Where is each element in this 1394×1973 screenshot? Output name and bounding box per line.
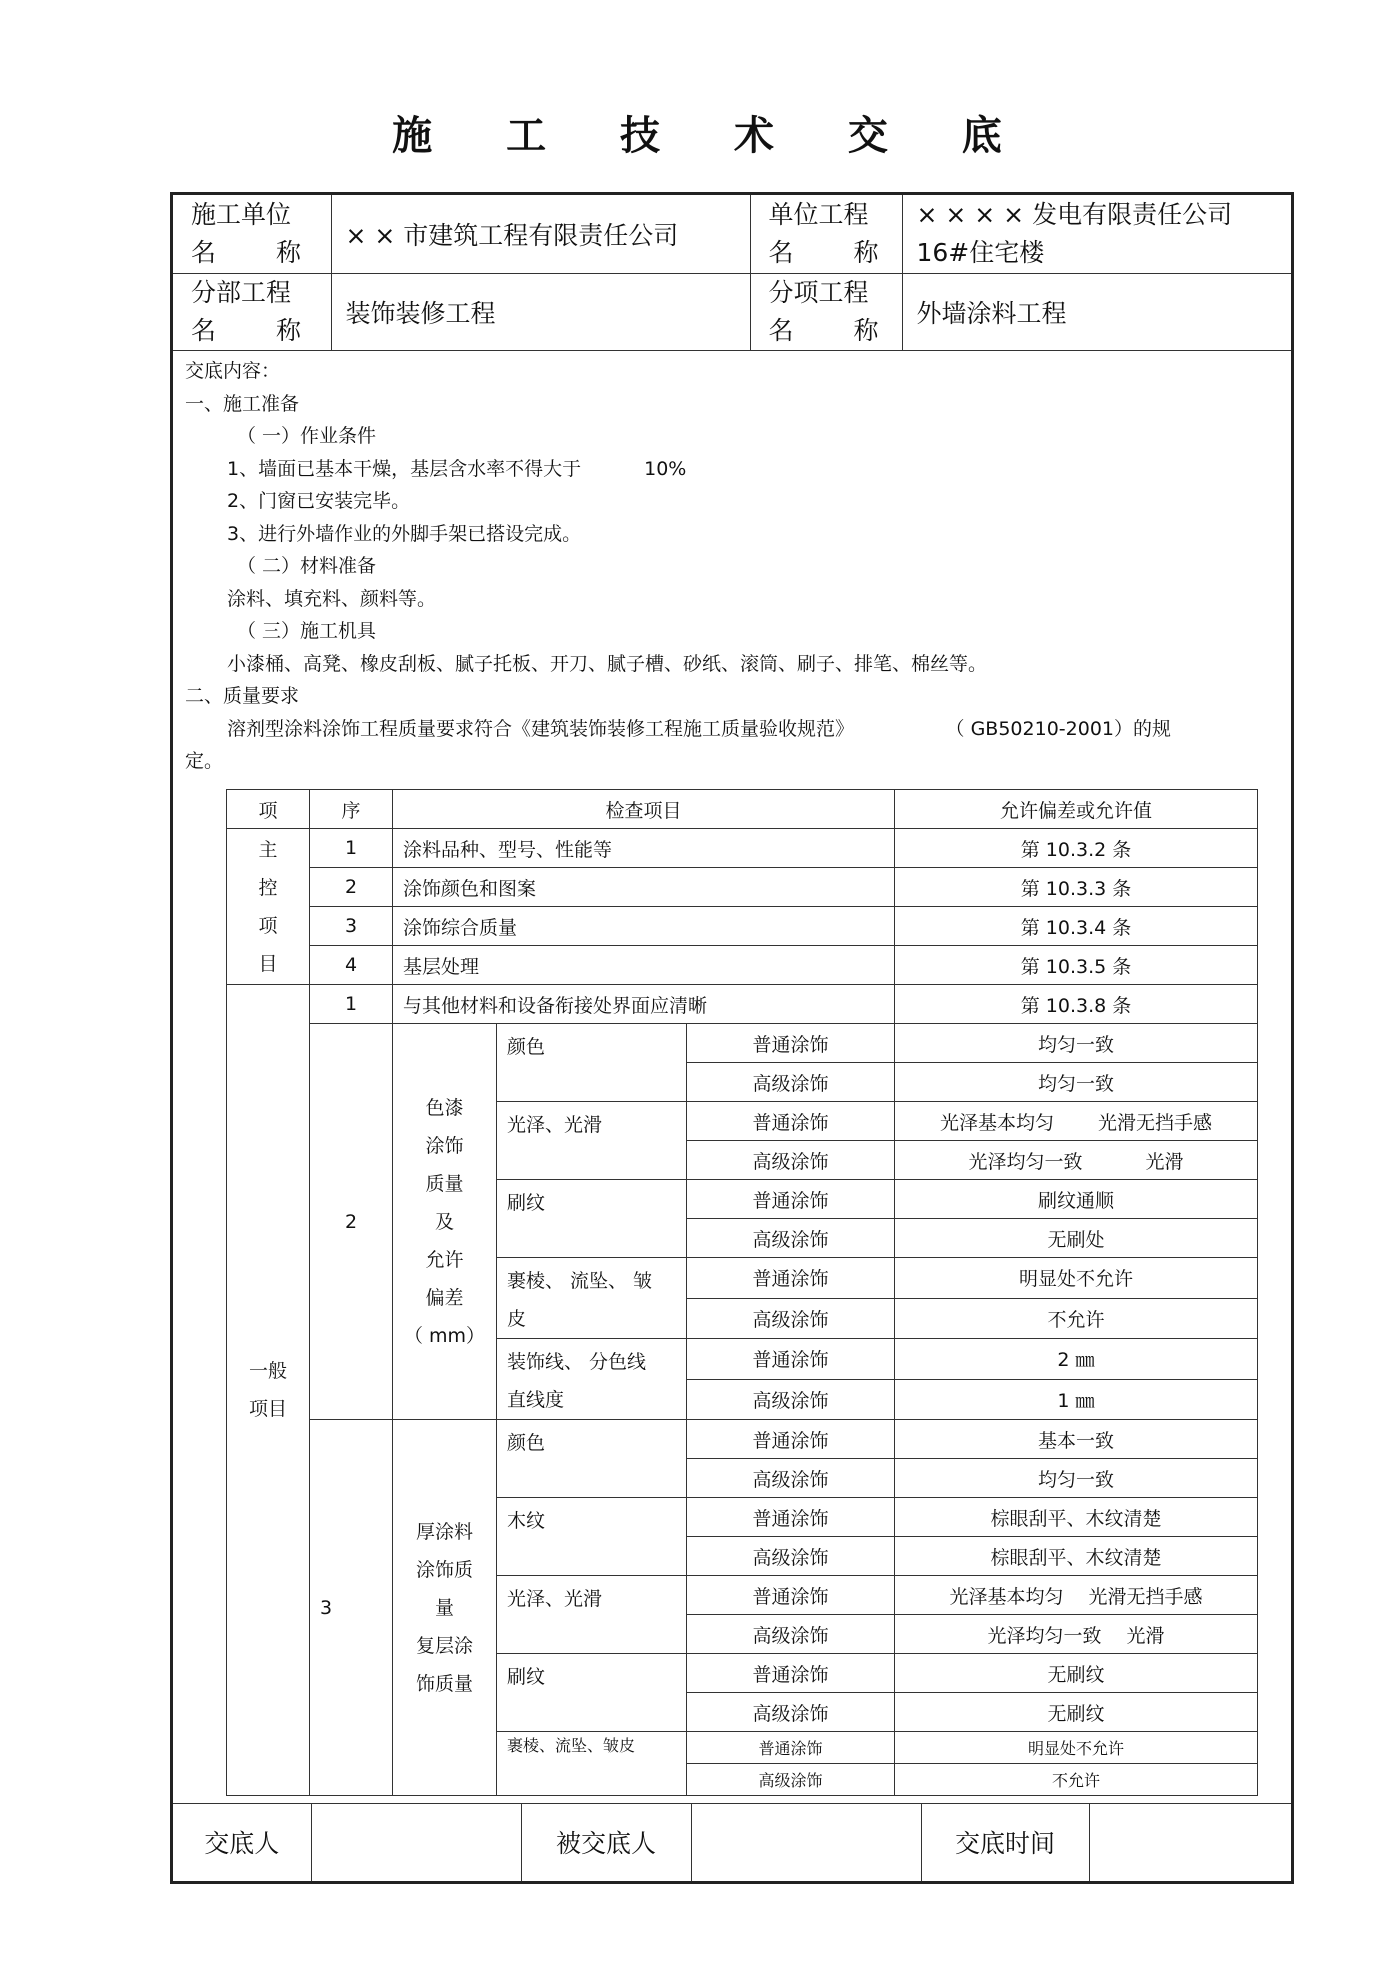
main-control-group — [227, 829, 310, 985]
col-header-seq: 序 — [310, 790, 393, 829]
condition-2: 2、门窗已安装完毕。 — [227, 490, 411, 512]
project-label — [750, 195, 902, 274]
row-allow: 明显处不允许 — [895, 1258, 1258, 1299]
table-row — [227, 829, 1258, 868]
division-label-line1: 分部工程 — [191, 278, 292, 307]
row-grade: 高级涂饰 — [687, 1615, 895, 1654]
row-allow: 均匀一致 — [895, 1024, 1258, 1063]
row-allow: 光泽基本均匀 光滑无挡手感 — [895, 1576, 1258, 1615]
col-header-allow: 允许偏差或允许值 — [895, 790, 1258, 829]
row-allow: 光泽均匀一致 光滑 — [895, 1141, 1258, 1180]
row-allow: 棕眼刮平、木纹清楚 — [895, 1537, 1258, 1576]
row-grade: 普通涂饰 — [687, 1732, 895, 1764]
col-header-item: 项 — [227, 790, 310, 829]
project-value-line1: × × × × 发电有限责任公司 — [916, 200, 1233, 229]
row-check: 基层处理 — [393, 946, 895, 985]
division-label — [173, 274, 331, 351]
unit-label-cheng: 称 — [275, 238, 301, 267]
project-value — [902, 195, 1291, 274]
main-group-char: 目 — [258, 952, 278, 975]
row-allow: 无刷纹 — [895, 1693, 1258, 1732]
row-allow: 第 10.3.5 条 — [895, 946, 1258, 985]
sub-item-gloss: 光泽、光滑 — [497, 1576, 687, 1654]
row-grade: 高级涂饰 — [687, 1298, 895, 1339]
handover-form — [170, 192, 1294, 1884]
category-line: 质量 — [425, 1172, 464, 1195]
row-grade: 高级涂饰 — [687, 1459, 895, 1498]
condition-1: 1、墙面已基本干燥，基层含水率不得大于 10% — [227, 457, 687, 480]
row-allow: 光泽均匀一致 光滑 — [895, 1615, 1258, 1654]
sub-item-line: 裹棱、 流坠、 皱 — [507, 1270, 653, 1292]
row-allow: 第 10.3.8 条 — [895, 985, 1258, 1024]
row-allow: 不允许 — [895, 1298, 1258, 1339]
paint-quality-category — [393, 1024, 497, 1420]
subsection-tools: （ 三）施工机具 — [237, 620, 377, 642]
handover-giver-field[interactable] — [311, 1803, 521, 1881]
table-row — [227, 868, 1258, 907]
sub-item-color: 颜色 — [497, 1024, 687, 1102]
row-allow: 基本一致 — [895, 1420, 1258, 1459]
table-row — [227, 907, 1258, 946]
row-allow: 无刷纹 — [895, 1654, 1258, 1693]
row-grade: 高级涂饰 — [687, 1063, 895, 1102]
main-group-char: 主 — [258, 838, 278, 861]
sub-item-sag: 裹棱、流坠、皱皮 — [497, 1732, 687, 1796]
general-group-line: 项目 — [248, 1398, 287, 1420]
division-label-cheng: 称 — [275, 316, 301, 345]
row-seq: 4 — [310, 946, 393, 985]
sub-item-color: 颜色 — [497, 1420, 687, 1498]
unit-value: × × 市建筑工程有限责任公司 — [331, 195, 750, 274]
row-grade: 普通涂饰 — [687, 1654, 895, 1693]
row-allow: 明显处不允许 — [895, 1732, 1258, 1764]
row-grade: 普通涂饰 — [687, 1498, 895, 1537]
sub-item-brush: 刷纹 — [497, 1654, 687, 1732]
row-allow: 第 10.3.2 条 — [895, 829, 1258, 868]
table-row — [227, 1024, 1258, 1063]
row-check: 与其他材料和设备衔接处界面应清晰 — [393, 985, 895, 1024]
handover-giver-label: 交底人 — [173, 1803, 311, 1881]
division-label-ming: 名 — [191, 316, 217, 345]
row-allow: 棕眼刮平、木纹清楚 — [895, 1498, 1258, 1537]
subitem-value: 外墙涂料工程 — [902, 274, 1291, 351]
main-group-char: 控 — [258, 876, 278, 899]
row-allow: 第 10.3.4 条 — [895, 907, 1258, 946]
row-grade: 普通涂饰 — [687, 1102, 895, 1141]
row-grade: 高级涂饰 — [687, 1379, 895, 1420]
project-label-line1: 单位工程 — [768, 200, 869, 229]
row-grade: 普通涂饰 — [687, 1339, 895, 1380]
category-line: 涂饰质 — [415, 1558, 473, 1581]
subitem-label-cheng: 称 — [853, 316, 879, 345]
row-seq: 2 — [310, 868, 393, 907]
sub-item-gloss: 光泽、光滑 — [497, 1102, 687, 1180]
unit-label-line1: 施工单位 — [191, 200, 292, 229]
handover-receiver-label: 被交底人 — [521, 1803, 691, 1881]
row-seq: 1 — [310, 985, 393, 1024]
content-intro: 交底内容： — [185, 360, 281, 382]
subitem-label — [750, 274, 902, 351]
subsection-work-conditions: （ 一）作业条件 — [237, 425, 377, 447]
thick-coating-category — [393, 1420, 497, 1796]
row-check: 涂料品种、型号、性能等 — [393, 829, 895, 868]
quality-text-line1: 溶剂型涂料涂饰工程质量要求符合《建筑装饰装修工程施工质量验收规范》 （ GB50210-2001）的规 — [227, 717, 1171, 740]
row-grade: 普通涂饰 — [687, 1180, 895, 1219]
subsection-materials: （ 二）材料准备 — [237, 555, 377, 577]
quality-table — [226, 789, 1258, 1796]
signature-row — [173, 1803, 1291, 1882]
row-grade: 普通涂饰 — [687, 1024, 895, 1063]
handover-content — [185, 355, 1279, 778]
project-value-line2: 16#住宅楼 — [916, 238, 1045, 267]
tools-text: 小漆桶、高凳、橡皮刮板、腻子托板、开刀、腻子槽、砂纸、滚筒、刷子、排笔、棉丝等。 — [227, 652, 988, 675]
row-grade: 高级涂饰 — [687, 1764, 895, 1796]
row-grade: 普通涂饰 — [687, 1576, 895, 1615]
condition-3: 3、进行外墙作业的外脚手架已搭设完成。 — [227, 522, 582, 545]
category-line: 复层涂 — [415, 1634, 473, 1657]
category-line: （ mm） — [403, 1324, 486, 1347]
category-line: 饰质量 — [415, 1672, 473, 1695]
category-line: 色漆 — [425, 1096, 464, 1119]
row-seq: 2 — [310, 1024, 393, 1420]
row-grade: 普通涂饰 — [687, 1420, 895, 1459]
category-line: 厚涂料 — [415, 1520, 473, 1543]
sub-item-brush: 刷纹 — [497, 1180, 687, 1258]
section-1-heading: 一、施工准备 — [185, 392, 300, 415]
division-value: 装饰装修工程 — [331, 274, 750, 351]
unit-label — [173, 195, 331, 274]
materials-text: 涂料、填充料、颜料等。 — [227, 587, 437, 610]
row-allow: 光泽基本均匀 光滑无挡手感 — [895, 1102, 1258, 1141]
row-allow: 无刷处 — [895, 1219, 1258, 1258]
general-group-line: 一般 — [248, 1360, 287, 1382]
sub-item-wood: 木纹 — [497, 1498, 687, 1576]
project-label-cheng: 称 — [853, 238, 879, 267]
table-header-row — [227, 790, 1258, 829]
category-line: 涂饰 — [425, 1134, 464, 1157]
category-line: 及 — [434, 1210, 454, 1233]
row-allow: 1 ㎜ — [895, 1379, 1258, 1420]
handover-time-field[interactable] — [1089, 1803, 1291, 1881]
quality-text-line2: 定。 — [185, 750, 224, 772]
row-grade: 高级涂饰 — [687, 1693, 895, 1732]
category-line: 量 — [434, 1596, 454, 1619]
row-allow: 均匀一致 — [895, 1063, 1258, 1102]
category-line: 允许 — [425, 1248, 464, 1271]
row-grade: 高级涂饰 — [687, 1219, 895, 1258]
row-grade: 高级涂饰 — [687, 1141, 895, 1180]
row-check: 涂饰颜色和图案 — [393, 868, 895, 907]
subitem-label-line1: 分项工程 — [768, 278, 869, 307]
table-row — [227, 985, 1258, 1024]
handover-receiver-field[interactable] — [691, 1803, 921, 1881]
unit-label-ming: 名 — [191, 238, 217, 267]
col-header-check: 检查项目 — [393, 790, 895, 829]
header-table — [173, 195, 1291, 351]
category-line: 偏差 — [425, 1286, 464, 1309]
sub-item-line: 皮 — [507, 1308, 527, 1330]
row-allow: 第 10.3.3 条 — [895, 868, 1258, 907]
row-grade: 普通涂饰 — [687, 1258, 895, 1299]
sub-item-line: 装饰线、 分色线 — [507, 1351, 647, 1373]
row-allow: 均匀一致 — [895, 1459, 1258, 1498]
row-grade: 高级涂饰 — [687, 1537, 895, 1576]
row-check: 涂饰综合质量 — [393, 907, 895, 946]
table-row — [227, 946, 1258, 985]
row-allow: 2 ㎜ — [895, 1339, 1258, 1380]
main-group-char: 项 — [258, 914, 278, 937]
sub-item-line-straightness — [497, 1339, 687, 1420]
project-label-ming: 名 — [768, 238, 794, 267]
row-allow: 刷纹通顺 — [895, 1180, 1258, 1219]
row-seq: 1 — [310, 829, 393, 868]
subitem-label-ming: 名 — [768, 316, 794, 345]
sub-item-sag — [497, 1258, 687, 1339]
row-seq: 3 — [310, 907, 393, 946]
section-2-heading: 二、质量要求 — [185, 685, 300, 707]
row-allow: 不允许 — [895, 1764, 1258, 1796]
row-seq: 3 — [310, 1420, 393, 1796]
general-group — [227, 985, 310, 1796]
document-title: 施 工 技 术 交 底 — [392, 113, 1032, 159]
handover-time-label: 交底时间 — [921, 1803, 1089, 1881]
table-row — [227, 1420, 1258, 1459]
sub-item-line: 直线度 — [507, 1389, 565, 1411]
